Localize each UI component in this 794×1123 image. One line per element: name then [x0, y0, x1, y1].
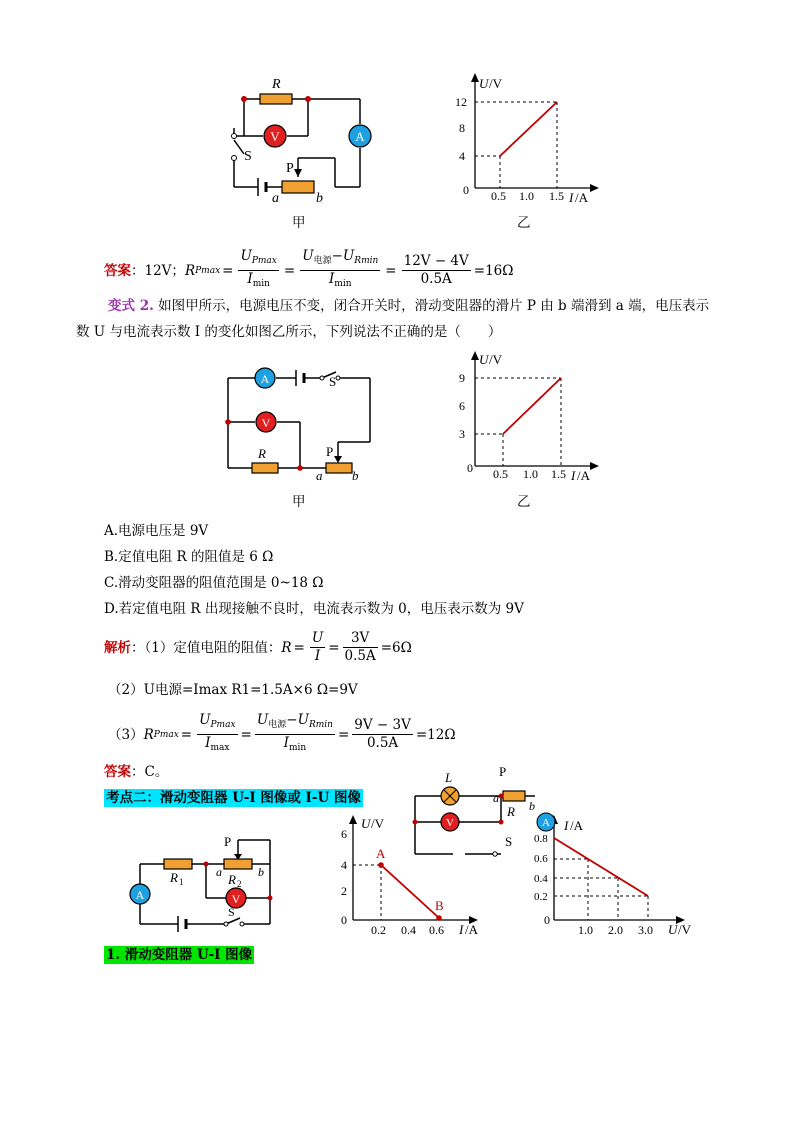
svg-text:0: 0: [463, 183, 469, 197]
option-b: B.定值电阻 R 的阻值是 6 Ω: [104, 549, 274, 565]
subheading-1-text: 1. 滑动变阻器 U-I 图像: [106, 947, 253, 963]
svg-text:P: P: [224, 834, 232, 849]
fig2-caption-right: 乙: [517, 494, 531, 510]
subheading-1: [104, 946, 254, 964]
svg-text:1.5: 1.5: [551, 467, 566, 481]
circuit-diagram-2: [220, 360, 380, 490]
analysis-step1-r: R: [281, 639, 292, 656]
svg-text:b: b: [352, 468, 359, 483]
ammeter-label: A: [355, 129, 365, 144]
svg-text:4: 4: [341, 858, 347, 872]
graph-1: [445, 70, 605, 210]
analysis-step1-num1: U: [311, 630, 324, 646]
circuit-diagram-1: [220, 68, 380, 218]
section-heading: [104, 789, 363, 807]
analysis-step1-den2: 0.5A: [344, 648, 376, 664]
svg-text:R: R: [170, 870, 178, 885]
answer1-rsub: Pmax: [195, 265, 221, 276]
svg-text:b: b: [258, 865, 264, 879]
answer1-frac1: [238, 248, 278, 293]
analysis-label: 解析: [104, 639, 131, 656]
svg-text:0.6: 0.6: [534, 853, 548, 865]
switch-label: S: [244, 149, 252, 164]
answer1-frac2-ubsub: Rmin: [354, 256, 379, 266]
svg-text:0.2: 0.2: [371, 923, 386, 937]
svg-text:0.5: 0.5: [493, 467, 508, 481]
svg-text:6: 6: [341, 827, 347, 841]
svg-text:A: A: [260, 372, 270, 386]
answer1-frac1-u: U: [240, 248, 252, 264]
graph-4-iu: [530, 812, 700, 942]
svg-text:9: 9: [459, 371, 465, 385]
svg-text:S: S: [228, 905, 235, 919]
svg-text:0.8: 0.8: [534, 833, 548, 845]
svg-text:I: I: [571, 468, 576, 483]
variant2-line1: [108, 297, 709, 315]
answer1-text: ：12V；: [131, 262, 185, 279]
svg-text:/V: /V: [489, 352, 502, 367]
svg-text:0.6: 0.6: [429, 923, 444, 937]
svg-text:P: P: [499, 764, 507, 779]
svg-text:V: V: [261, 416, 271, 430]
answer2-line: [104, 763, 168, 781]
svg-text:R: R: [258, 446, 266, 461]
svg-text:3: 3: [459, 427, 465, 441]
svg-text:1.5: 1.5: [549, 189, 564, 203]
slider-a-label: a: [272, 191, 279, 206]
svg-text:a: a: [316, 468, 323, 483]
svg-text:S: S: [505, 834, 513, 849]
answer1-frac2: $\frac{U_{电源}-U_{Rmin}}{I_{min}}$: [302, 248, 379, 289]
variant2-line2: 数 U 与电流表示数 I 的变化如图乙所示，下列说法不正确的是（ ）: [76, 324, 502, 340]
fig2-caption-left: 甲: [292, 494, 306, 510]
answer1-line: 答案 ：12V； R Pmax = $\frac{U_{Pmax}}{I_{min}}$ = $\frac{U_{电源}-U_{Rmin}}{I_{min}}$ = $\frac{12V - 4V}{0.5A}$ =16Ω: [104, 248, 513, 293]
option-d: D.若定值电阻 R 出现接触不良时，电流表示数为 0，电压表示数为 9V: [104, 601, 524, 617]
svg-text:0: 0: [467, 461, 473, 475]
svg-text:U: U: [479, 76, 489, 91]
svg-text:A: A: [542, 817, 550, 829]
svg-text:A: A: [376, 846, 386, 861]
svg-text:0.4: 0.4: [401, 923, 416, 937]
fig1-caption-left: 甲: [292, 215, 306, 231]
svg-text:0.2: 0.2: [534, 891, 548, 903]
svg-text:P: P: [326, 444, 334, 459]
analysis-step1: 解析 ：（1）定值电阻的阻值： R = $\frac{U}{I}$ = $\frac{3V}{0.5A}$ =6Ω: [104, 630, 412, 664]
graph-2: [445, 348, 605, 488]
answer1-r: R: [184, 262, 196, 279]
analysis-step1-result: =6Ω: [380, 639, 412, 656]
svg-text:b: b: [529, 799, 535, 813]
svg-text:2: 2: [237, 879, 242, 889]
svg-text:/V: /V: [371, 816, 384, 831]
svg-text:1.0: 1.0: [519, 189, 534, 203]
svg-text:0.5: 0.5: [491, 189, 506, 203]
slider-p-label: P: [286, 161, 294, 176]
svg-text:R: R: [228, 872, 236, 887]
answer1-frac3: [402, 253, 471, 288]
analysis-step3: （3） R Pmax = $\frac{U_{Pmax}}{I_{max}}$ = $\frac{U_{电源}-U_{Rmin}}{I_{min}}$ = $\frac{9V - 3V}{0.5A}$ =12Ω: [108, 712, 456, 753]
analysis-step1-text: ：（1）定值电阻的阻值：: [131, 639, 282, 656]
answer1-result: =16Ω: [473, 262, 514, 279]
variant2-label: 变式 2.: [108, 298, 154, 314]
graph1-line: [500, 102, 557, 156]
answer1-frac2-minus: −: [331, 248, 343, 264]
answer1-label: 答案: [104, 262, 131, 279]
svg-text:a: a: [493, 791, 499, 805]
svg-text:U: U: [668, 922, 678, 937]
analysis-step3-prefix: （3）: [108, 726, 144, 743]
answer1-frac2-ua: U: [302, 248, 314, 264]
answer1-frac1-usub: Pmax: [251, 256, 277, 266]
svg-text:/V: /V: [489, 76, 502, 91]
svg-text:0.4: 0.4: [534, 873, 548, 885]
svg-text:V: V: [446, 817, 454, 829]
analysis-step1-den1: I: [314, 648, 321, 664]
svg-text:/V: /V: [678, 922, 691, 937]
svg-text:R: R: [507, 804, 515, 819]
answer1-frac3-den: 0.5A: [420, 271, 452, 287]
variant2-text1: 如图甲所示，电源电压不变，闭合开关时，滑动变阻器的滑片 P 由 b 端滑到 a 端，电压表示: [158, 298, 710, 314]
svg-text:A: A: [135, 888, 145, 902]
svg-text:/A: /A: [465, 922, 478, 937]
svg-text:8: 8: [459, 121, 465, 135]
svg-text:S: S: [329, 374, 337, 389]
svg-text:L: L: [445, 770, 453, 785]
svg-text:3.0: 3.0: [638, 923, 653, 937]
svg-text:I: I: [564, 818, 569, 833]
svg-text:1.0: 1.0: [523, 467, 538, 481]
svg-text:/A: /A: [570, 818, 583, 833]
svg-text:2.0: 2.0: [608, 923, 623, 937]
resistor-label: R: [272, 77, 281, 92]
answer2-label: 答案: [104, 764, 131, 780]
svg-text:B: B: [435, 898, 444, 913]
svg-text:4: 4: [459, 149, 465, 163]
analysis-step3-result: =12Ω: [415, 726, 456, 743]
answer1-frac1-i: I: [247, 271, 253, 287]
answer1-frac2-ub: U: [342, 248, 355, 264]
svg-text:/A: /A: [577, 468, 590, 483]
answer1-frac2-uasub: 电源: [313, 256, 332, 266]
analysis-step3-den: 0.5A: [366, 735, 399, 751]
svg-text:U: U: [361, 816, 371, 831]
circuit-diagram-4: [122, 832, 282, 942]
answer1-frac3-num: 12V − 4V: [403, 253, 469, 269]
svg-text:I: I: [569, 190, 574, 205]
svg-text:1.0: 1.0: [578, 923, 593, 937]
analysis-step3-num: 9V − 3V: [354, 717, 411, 733]
answer1-eq1: =: [222, 262, 234, 279]
section-heading-text: 考点二：滑动变阻器 U-I 图像或 I-U 图像: [106, 790, 361, 806]
g1-ytick-12: 12: [455, 95, 467, 109]
svg-text:0: 0: [544, 913, 550, 927]
svg-text:1: 1: [179, 877, 184, 887]
voltmeter-label: V: [270, 129, 280, 144]
graph-3-ui: [333, 812, 493, 942]
fig1-caption-right: 乙: [517, 215, 531, 231]
answer2-text: ：C。: [131, 764, 169, 780]
svg-text:a: a: [216, 865, 222, 879]
svg-text:6: 6: [459, 399, 465, 413]
option-c: C.滑动变阻器的阻值范围是 0~18 Ω: [104, 575, 324, 591]
svg-text:U: U: [479, 352, 489, 367]
svg-text:2: 2: [341, 884, 347, 898]
svg-text:V: V: [231, 892, 241, 906]
svg-text:I: I: [459, 922, 464, 937]
svg-text:/A: /A: [575, 190, 588, 205]
slider-b-label: b: [316, 191, 323, 206]
analysis-step1-num2: 3V: [343, 630, 378, 648]
answer1-frac1-isub: min: [252, 279, 270, 289]
option-a: A.电源电压是 9V: [104, 523, 209, 539]
analysis-step2: （2）U电源=Imax R1=1.5A×6 Ω=9V: [108, 682, 358, 698]
svg-text:0: 0: [341, 913, 347, 927]
